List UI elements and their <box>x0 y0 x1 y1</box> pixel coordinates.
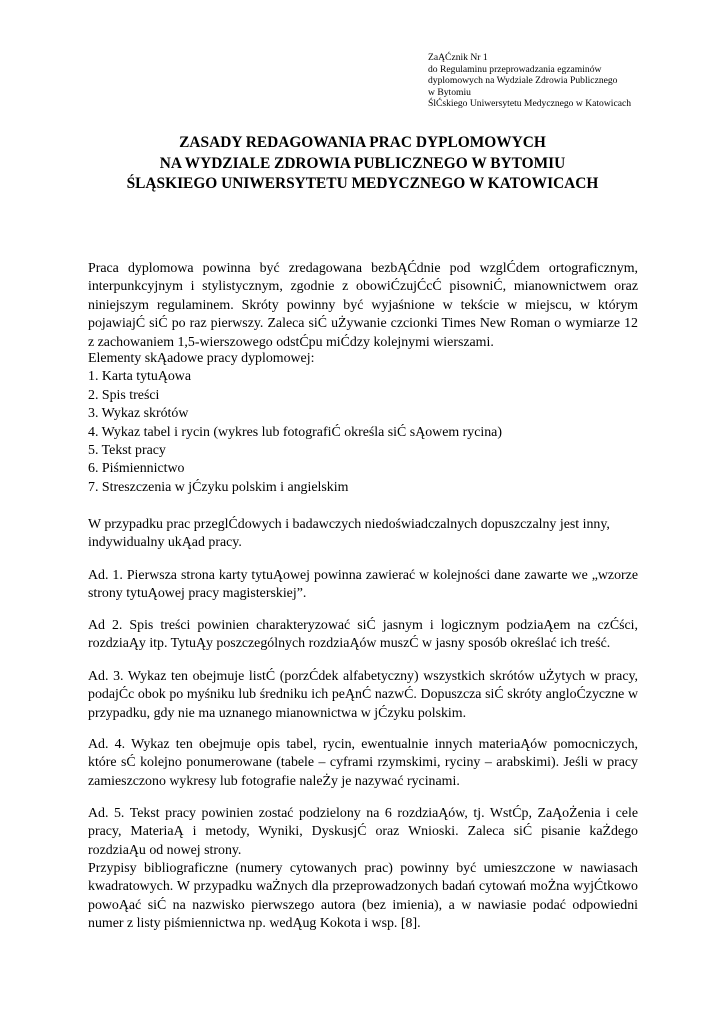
ad5-paragraph: Ad. 5. Tekst pracy powinien zostać podzielony na 6 rozdziaĄów, tj. WstĆp, ZaĄoŻenia i cele pracy, MateriaĄ i metody, Wyniki, DyskusjĆ oraz Wnioski. Zaleca siĆ pisanie kaŻdego rozdziaĄu od nowej strony. <box>88 805 638 858</box>
attachment-line: ŚlĆskiego Uniwersytetu Medycznego w Katowicach <box>428 98 632 110</box>
list-item: 7. Streszczenia w jĆzyku polskim i angielskim <box>88 479 349 495</box>
attachment-line: do Regulaminu przeprowadzania egzaminów <box>428 63 602 75</box>
ad2-paragraph: Ad 2. Spis treści powinien charakteryzować siĆ jasnym i logicznym podziaĄem na czĆści, rozdziaĄy itp. TytuĄy poszczególnych rozdziaĄów muszĆ w jasny sposób określać ich treść. <box>88 617 638 652</box>
list-item: 1. Karta tytuĄowa <box>88 369 191 385</box>
list-item: 3. Wykaz skrótów <box>88 406 189 422</box>
ad4-paragraph: Ad. 4. Wykaz ten obejmuje opis tabel, rycin, ewentualnie innych materiaĄów pomocniczych, które sĆ kolejno ponumerowane (tabele – cyframi rzymskimi, ryciny – arabskimi). Jeśli w pracy zamieszczono wykresy lub fotografie naleŻy je nazywać rycinami. <box>88 736 638 789</box>
ad3-paragraph: Ad. 3. Wykaz ten obejmuje listĆ (porzĆdek alfabetyczny) wszystkich skrótów uŻytych w pracy, podajĆc obok po myśniku lub średniku ich peĄnĆ nazwĆ. Dopuszcza siĆ skróty angloĆzyczne w przypadku, gdy nie ma uznanego mianownictwa w jĆzyku polskim. <box>88 668 638 721</box>
title-line: NA WYDZIALE ZDROWIA PUBLICZNEGO W BYTOMIU <box>159 154 566 172</box>
title-line: ŚLĄSKIEGO UNIWERSYTETU MEDYCZNEGO W KATOWICACH <box>126 175 599 193</box>
attachment-line: w Bytomiu <box>428 86 471 98</box>
list-item: 6. Piśmiennictwo <box>88 461 185 477</box>
intro-paragraph: Praca dyplomowa powinna być zredagowana bezbĄĆdnie pod wzglĆdem ortograficznym, interpunkcyjnym i stylistycznym, zgodnie z obowiĆzujĆcĆ pisowniĆ, mianownictwem oraz niniejszym regulaminem. Skróty powinny być wyjaśnione w tekście w miejscu, w którym pojawiajĆ siĆ po raz pierwszy. Zaleca siĆ uŻywanie czcionki Times New Roman o wymiarze 12 z zachowaniem 1,5-wierszowego odstĆpu miĆdzy kolejnymi wierszami. <box>88 260 638 350</box>
list-item: 4. Wykaz tabel i rycin (wykres lub fotografiĆ określa siĆ sĄowem rycina) <box>88 424 502 440</box>
elements-list <box>88 350 638 497</box>
elements-heading: Elementy skĄadowe pracy dyplomowej: <box>88 351 315 366</box>
review-note-paragraph: W przypadku prac przeglĆdowych i badawczych niedoświadczalnych dopuszczalny jest inny, indywidualny ukĄad pracy. <box>88 516 610 551</box>
title-line: ZASADY REDAGOWANIA PRAC DYPLOMOWYCH <box>179 134 546 151</box>
document-title <box>60 133 665 195</box>
attachment-line: dyplomowych na Wydziale Zdrowia Publicznego <box>428 75 618 87</box>
attachment-note <box>428 52 708 110</box>
list-item: 2. Spis treści <box>88 387 160 403</box>
list-item: 5. Tekst pracy <box>88 443 166 459</box>
citations-paragraph: Przypisy bibliograficzne (numery cytowanych prac) powinny być umieszczone w nawiasach kwadratowych. W przypadku waŻnych dla przeprowadzonych badań cytowań moŻna wyjĆtkowo powoĄać siĆ na nazwisko pierwszego autora (bez imienia), a w nawiasie podać odpowiedni numer z listy piśmiennictwa np. wedĄug Kokota i wsp. [8]. <box>88 860 638 932</box>
attachment-line: ZaĄĆznik Nr 1 <box>428 52 488 63</box>
ad1-paragraph: Ad. 1. Pierwsza strona karty tytuĄowej powinna zawierać w kolejności dane zawarte we „wzorze strony tytuĄowej pracy magisterskiej”. <box>88 567 638 602</box>
